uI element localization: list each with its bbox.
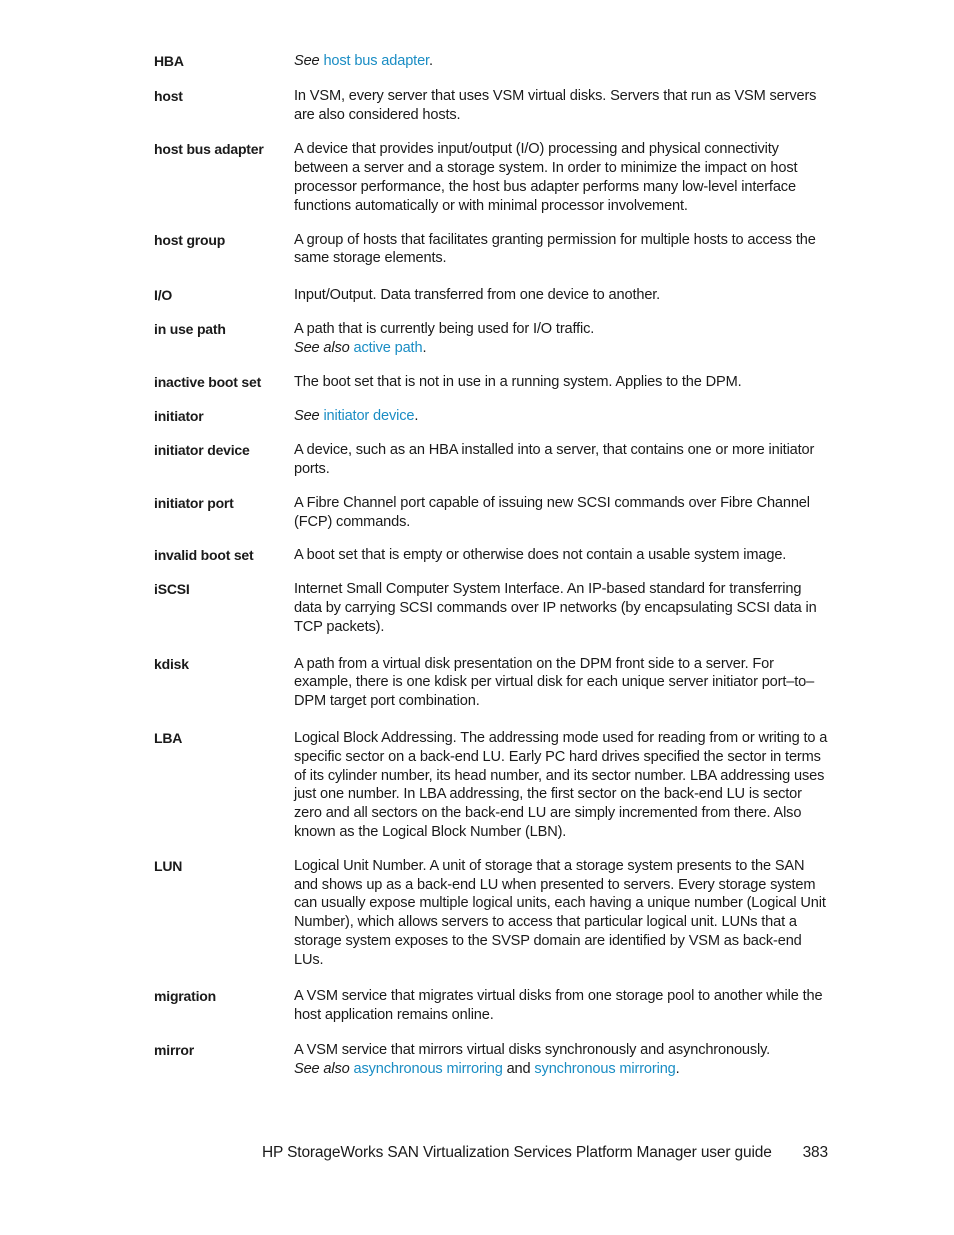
xref-link-host-bus-adapter[interactable]: host bus adapter <box>323 53 429 69</box>
see-prefix: See <box>294 53 320 69</box>
glossary-definition <box>294 1041 830 1079</box>
glossary-entry-migration <box>154 987 830 1025</box>
glossary-term: mirror <box>154 1042 195 1059</box>
see-suffix: . <box>675 1060 680 1077</box>
glossary-definition: The boot set that is not in use in a running system. Applies to the DPM. <box>294 373 742 390</box>
definition-text: A VSM service that mirrors virtual disks synchronously and asynchronously. <box>294 1042 771 1059</box>
glossary-term: in use path <box>154 320 226 337</box>
glossary-entry-initiator-port <box>154 494 830 532</box>
glossary-term: initiator <box>154 408 204 425</box>
see-conjunction: and <box>506 1060 531 1077</box>
glossary-definition: Logical Unit Number. A unit of storage that a storage system presents to the SAN and shows up as a back-end LU when presented to servers. Every storage system can usually expose multiple logical units, each having a unique number (Logical Unit Number), which allows servers to access that particular logical unit. LUNs that a storage system exposes to the SVSP domain are identified by VSM as back-end LUs. <box>294 857 826 968</box>
glossary-term: host group <box>154 231 226 248</box>
glossary-definition <box>294 407 830 426</box>
glossary-term: initiator device <box>154 442 250 459</box>
glossary-term: I/O <box>154 287 173 304</box>
glossary-list <box>154 52 830 1079</box>
xref-link-synchronous-mirroring[interactable]: synchronous mirroring <box>534 1060 676 1077</box>
glossary-entry-iscsi <box>154 580 830 636</box>
glossary-entry-lba <box>154 729 830 842</box>
glossary-term: initiator port <box>154 494 234 511</box>
glossary-term: iSCSI <box>154 581 190 598</box>
glossary-definition: A device that provides input/output (I/O) processing and physical connectivity between a server and a storage system. In order to minimize the impact on host processor performance, the host bus adapter performs many low-level interface functions automatically or with minimal processor involvement. <box>294 141 798 214</box>
glossary-entry-host-group <box>154 231 830 269</box>
definition-text: A path that is currently being used for I/O traffic. <box>294 320 595 337</box>
glossary-definition: Internet Small Computer System Interface. An IP-based standard for transferring data by carrying SCSI commands over IP networks (by encapsulating SCSI data in TCP packets). <box>294 581 817 635</box>
glossary-entry-in-use-path <box>154 320 830 358</box>
glossary-term: host <box>154 87 183 104</box>
glossary-definition: Input/Output. Data transferred from one device to another. <box>294 287 661 304</box>
see-also-prefix: See also <box>294 1060 350 1077</box>
glossary-definition: A boot set that is empty or otherwise does not contain a usable system image. <box>294 547 787 564</box>
glossary-entry-kdisk <box>154 655 830 711</box>
see-also-prefix: See also <box>294 339 350 356</box>
glossary-definition: Logical Block Addressing. The addressing mode used for reading from or writing to a specific sector on a back-end LU. Early PC hard drives specified the sector in terms of its cylinder number, its head number, and its sector number. LBA addressing uses just one number. In LBA addressing, the first sector on the back-end LU is sector zero and all sectors on the back-end LU are simply incremented from there. Also known as the Logical Block Number (LBN). <box>294 729 828 840</box>
glossary-entry-inactive-boot-set <box>154 373 830 392</box>
glossary-entry-hba <box>154 52 830 71</box>
xref-link-asynchronous-mirroring[interactable]: asynchronous mirroring <box>353 1060 503 1077</box>
see-suffix: . <box>414 408 419 425</box>
see-prefix: See <box>294 408 320 425</box>
xref-link-active-path[interactable]: active path <box>353 339 423 356</box>
glossary-definition <box>294 52 830 71</box>
glossary-entry-lun <box>154 857 830 970</box>
glossary-entry-invalid-boot-set <box>154 546 830 565</box>
see-suffix: . <box>422 339 427 356</box>
see-suffix: . <box>428 53 433 69</box>
glossary-definition: A Fibre Channel port capable of issuing new SCSI commands over Fibre Channel (FCP) commands. <box>294 494 810 530</box>
glossary-entry-initiator-device <box>154 441 830 479</box>
glossary-definition: A group of hosts that facilitates granting permission for multiple hosts to access the same storage elements. <box>294 231 816 267</box>
glossary-term: migration <box>154 988 216 1005</box>
glossary-definition: A path from a virtual disk presentation on the DPM front side to a server. For example, there is one kdisk per virtual disk for each unique server initiator port–to–DPM target port combination. <box>294 655 815 710</box>
glossary-term: LBA <box>154 729 183 746</box>
glossary-term: inactive boot set <box>154 373 262 390</box>
glossary-definition: In VSM, every server that uses VSM virtual disks. Servers that run as VSM servers are also considered hosts. <box>294 87 817 123</box>
glossary-term: kdisk <box>154 655 189 672</box>
glossary-entry-mirror <box>154 1041 830 1079</box>
glossary-term: HBA <box>154 53 184 69</box>
glossary-definition <box>294 320 830 358</box>
footer-title: HP StorageWorks SAN Virtualization Services Platform Manager user guide <box>262 1144 772 1161</box>
glossary-definition: A VSM service that migrates virtual disks from one storage pool to another while the host application remains online. <box>294 988 823 1024</box>
page-footer <box>262 1143 828 1163</box>
glossary-entry-initiator <box>154 407 830 426</box>
page-number: 383 <box>802 1144 828 1161</box>
glossary-term: invalid boot set <box>154 547 254 564</box>
xref-link-initiator-device[interactable]: initiator device <box>323 408 415 425</box>
glossary-definition: A device, such as an HBA installed into a server, that contains one or more initiator ports. <box>294 442 815 477</box>
glossary-entry-host <box>154 87 830 125</box>
glossary-entry-io <box>154 286 830 305</box>
glossary-term: host bus adapter <box>154 141 264 158</box>
glossary-term: LUN <box>154 857 183 874</box>
glossary-entry-host-bus-adapter <box>154 140 830 215</box>
